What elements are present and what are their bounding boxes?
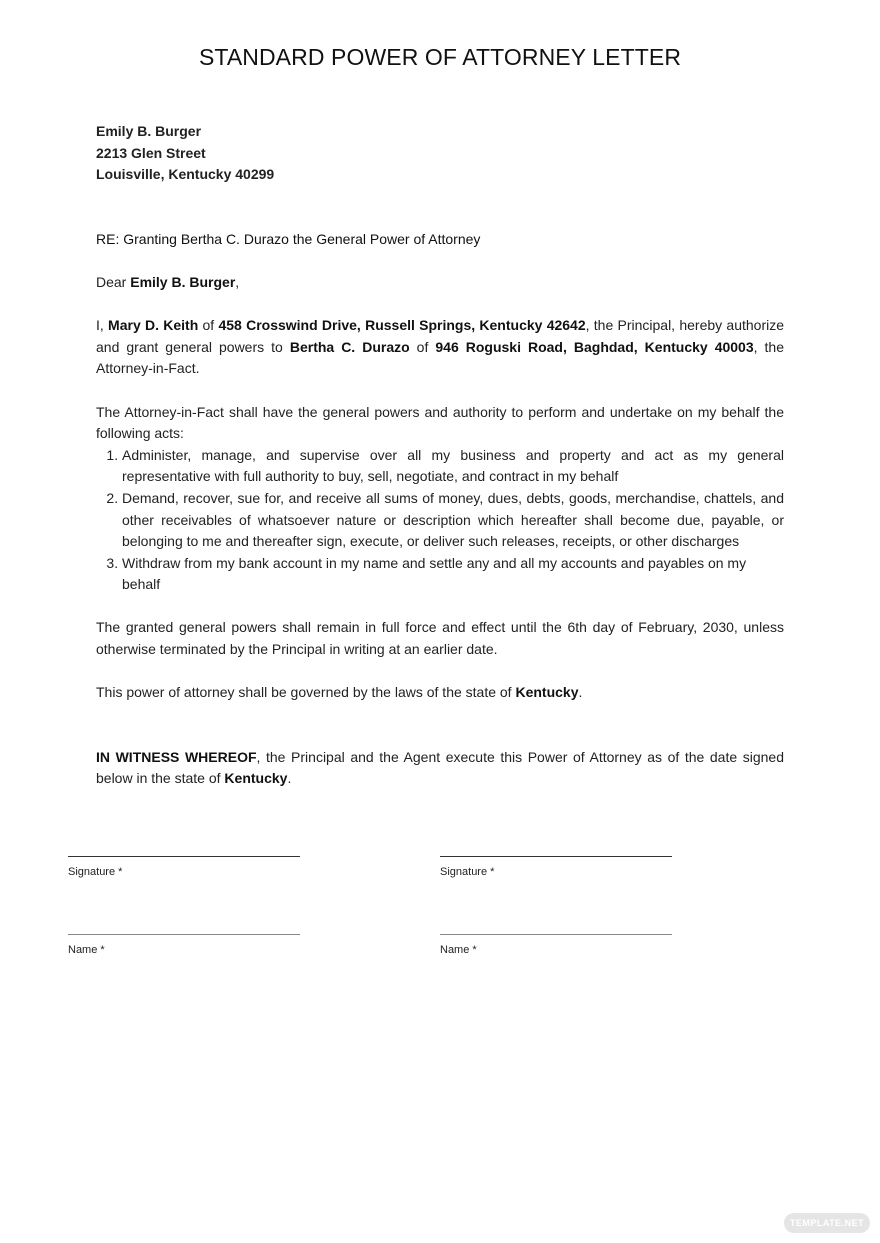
sender-name: Emily B. Burger [96, 123, 202, 139]
governing-state: Kentucky [515, 684, 579, 701]
name-label-left: Name * [68, 944, 105, 956]
salutation-name: Emily B. Burger [130, 273, 236, 290]
name-line-left[interactable] [68, 934, 300, 935]
signature-label-left: Signature * [68, 866, 123, 878]
salutation: Dear Emily B. Burger, [96, 273, 240, 290]
acts-list [96, 445, 784, 596]
list-item: 3. Withdraw from my bank account in my name and settle any and all my accounts and payables on my behalf [122, 553, 784, 596]
witness-paragraph: IN WITNESS WHEREOF, the Principal and the Agent execute this Power of Attorney as of the date signed below in the state of Kentucky. [96, 748, 784, 787]
powers-intro: The Attorney-in-Fact shall have the general powers and authority to perform and undertake on my behalf the following acts: [96, 403, 784, 442]
list-item: 2. Demand, recover, sue for, and receive all sums of money, dues, debts, goods, merchandise, chattels, and other receivables of whatsoever nature or description which hereafter shall become due, payable, or belonging to me and thereafter sign, execute, or deliver such releases, receipts, or other discharges [122, 488, 784, 553]
document-title: STANDARD POWER OF ATTORNEY LETTER [198, 44, 682, 70]
sender-street: 2213 Glen Street [96, 144, 206, 161]
re-line: RE: Granting Bertha C. Durazo the General Power of Attorney [96, 230, 481, 247]
name-label-right: Name * [440, 944, 477, 956]
list-item: 1. Administer, manage, and supervise over all my business and property and act as my general representative with full authority to buy, sell, negotiate, and contract in my behalf [122, 445, 784, 488]
agent-address: 946 Roguski Road, Baghdad, Kentucky 40003 [435, 338, 754, 355]
governing-law-paragraph: This power of attorney shall be governed by the laws of the state of Kentucky. [96, 684, 583, 701]
signature-line-left[interactable] [68, 856, 300, 857]
letter-body [96, 121, 784, 790]
intro-paragraph: I, Mary D. Keith of 458 Crosswind Drive, Russell Springs, Kentucky 42642, the Principal, hereby authorize and grant general powers to Bertha C. Durazo of 946 Roguski Road, Baghdad, Kentucky 40003, the Attorney-in-Fact. [96, 317, 785, 377]
signature-label-right: Signature * [440, 866, 495, 878]
sender-city: Louisville, Kentucky 40299 [96, 166, 275, 183]
agent-name: Bertha C. Durazo [289, 338, 410, 355]
principal-name: Mary D. Keith [108, 317, 199, 334]
principal-address: 458 Crosswind Drive, Russell Springs, Kentucky 42642 [218, 317, 586, 334]
duration-paragraph: The granted general powers shall remain in full force and effect until the 6th day of February, 2030, unless otherwise terminated by the Principal in writing at an earlier date. [96, 619, 784, 658]
signature-line-right[interactable] [440, 856, 672, 857]
witness-state: Kentucky [224, 770, 288, 787]
witness-lead: IN WITNESS WHEREOF [96, 748, 257, 765]
sender-address [96, 121, 784, 186]
watermark-badge: TEMPLATE.NET [784, 1213, 870, 1233]
name-line-right[interactable] [440, 934, 672, 935]
